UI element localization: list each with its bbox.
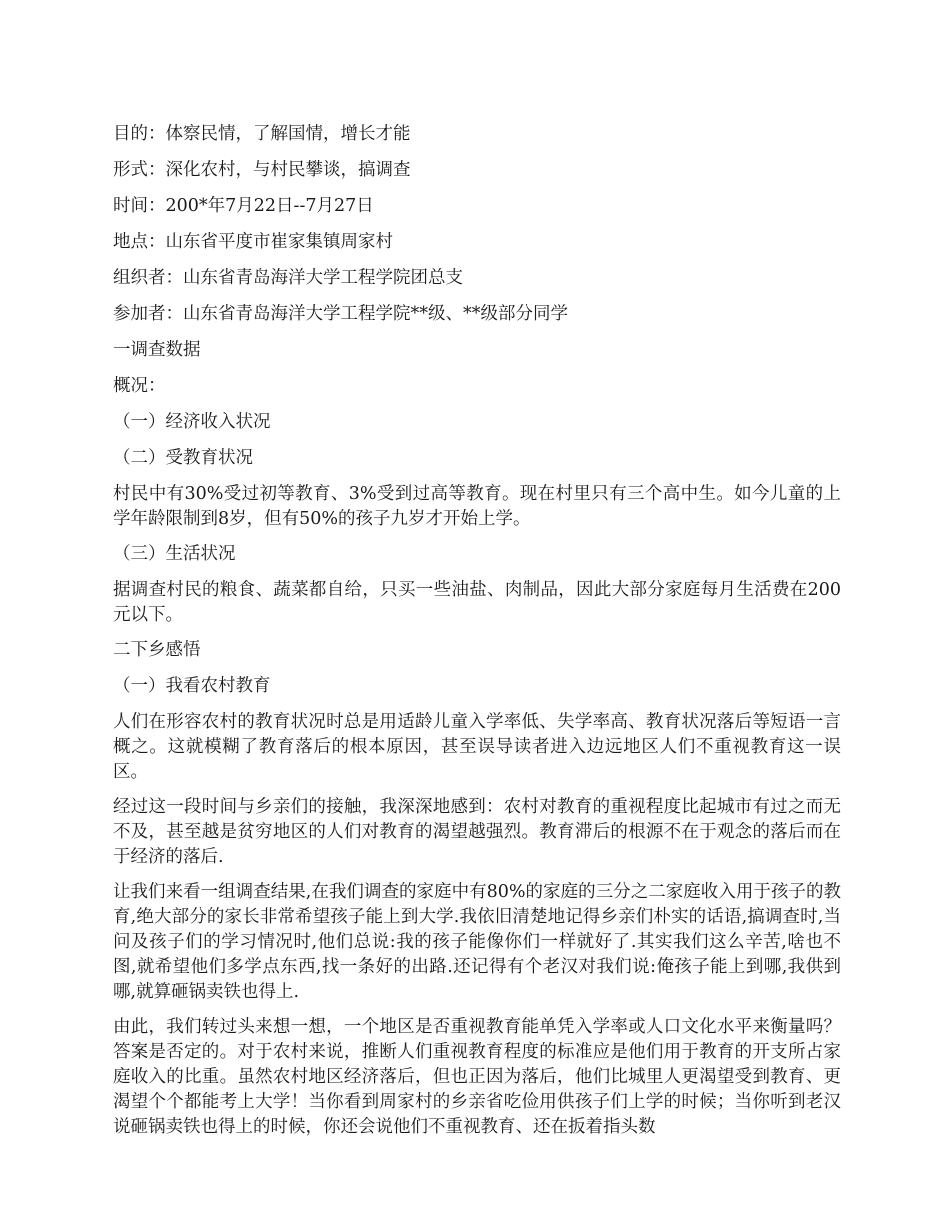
- section-1-living-text: 据调查村民的粮食、蔬菜都自给，只买一些油盐、肉制品，因此大部分家庭每月生活费在200元以下。: [113, 580, 841, 625]
- info-time: 时间：200*年7月22日--7月27日: [113, 196, 374, 216]
- info-format: 形式：深化农村，与村民攀谈，搞调查: [113, 160, 411, 180]
- section-2-paragraph: 让我们来看一组调查结果,在我们调查的家庭中有80%的家庭的三分之二家庭收入用于孩子的教育,绝大部分的家长非常希望孩子能上到大学.我依旧清楚地记得乡亲们朴实的话语,搞调查时,当问及孩子们的学习情况时,他们总说:我的孩子能像你们一样就好了.其实我们这么辛苦,啥也不图,就希望他们多学点东西,找一条好的出路.还记得有个老汉对我们说:俺孩子能上到哪,我供到哪,就算砸锅卖铁也得上.: [113, 882, 841, 1002]
- section-1-title: 一调查数据: [113, 340, 201, 360]
- section-1-sub-living: （三）生活状况: [113, 544, 236, 564]
- section-1-sub-economy: （一）经济收入状况: [113, 412, 271, 432]
- section-2-paragraph: 人们在形容农村的教育状况时总是用适龄儿童入学率低、失学率高、教育状况落后等短语一言概之。这就模糊了教育落后的根本原因，甚至误导读者进入边远地区人们不重视教育这一误区。: [113, 712, 841, 782]
- section-1-sub-education: （二）受教育状况: [113, 448, 253, 468]
- info-organizer: 组织者：山东省青岛海洋大学工程学院团总支: [113, 268, 463, 288]
- document-body: [113, 122, 841, 1150]
- section-1-overview: 概况：: [113, 376, 166, 396]
- section-2-sub-rural-education: （一）我看农村教育: [113, 676, 271, 696]
- info-participants: 参加者：山东省青岛海洋大学工程学院**级、**级部分同学: [113, 304, 568, 324]
- section-2-paragraph: 由此，我们转过头来想一想，一个地区是否重视教育能单凭入学率或人口文化水平来衡量吗？答案是否定的。对于农村来说，推断人们重视教育程度的标准应是他们用于教育的开支所占家庭收入的比重。虽然农村地区经济落后，但也正因为落后，他们比城里人更渴望受到教育、更渴望个个都能考上大学！当你看到周家村的乡亲省吃俭用供孩子们上学的时候；当你听到老汉说砸锅卖铁也得上的时候，你还会说他们不重视教育、还在扳着指头数: [113, 1017, 841, 1137]
- section-2-paragraph: 经过这一段时间与乡亲们的接触，我深深地感到：农村对教育的重视程度比起城市有过之而无不及，甚至越是贫穷地区的人们对教育的渴望越强烈。教育滞后的根源不在于观念的落后而在于经济的落后.: [113, 797, 841, 867]
- info-location: 地点：山东省平度市崔家集镇周家村: [113, 232, 393, 252]
- section-2-title: 二下乡感悟: [113, 640, 201, 660]
- info-purpose: 目的：体察民情，了解国情，增长才能: [113, 124, 411, 144]
- section-1-education-text: 村民中有30%受过初等教育、3%受到过高等教育。现在村里只有三个高中生。如今儿童的上学年龄限制到8岁，但有50%的孩子九岁才开始上学。: [113, 484, 841, 529]
